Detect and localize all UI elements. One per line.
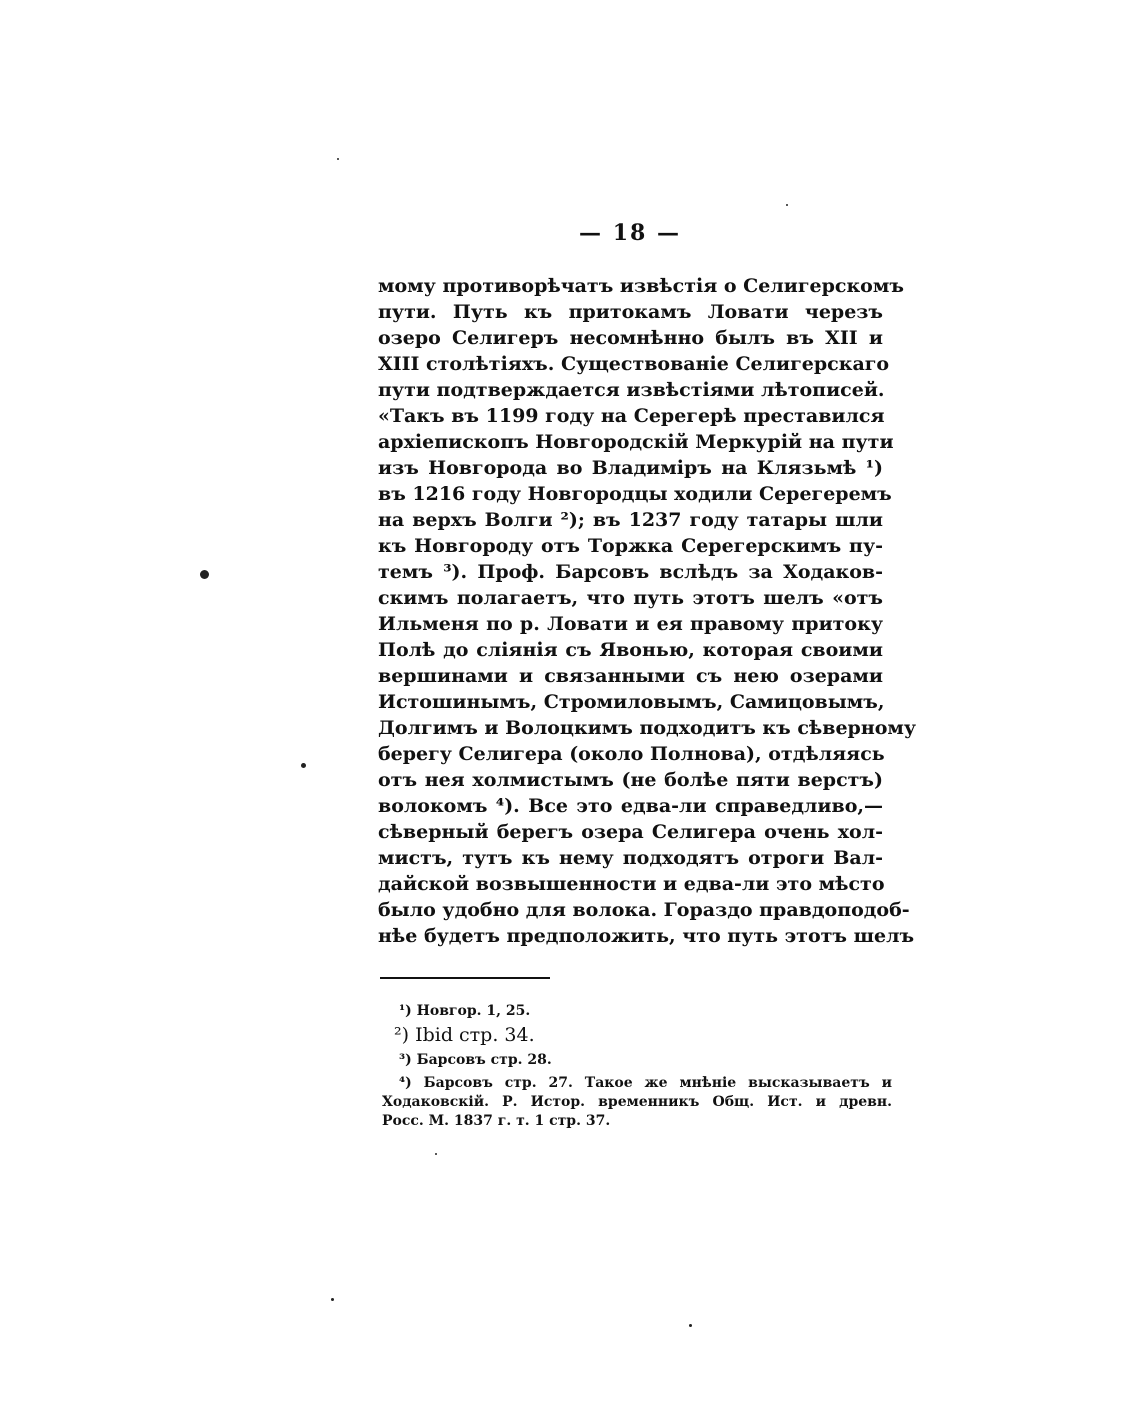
text-line: сѣверный берегъ озера Селигера очень хол-: [378, 821, 883, 843]
scan-speck: [337, 158, 339, 160]
scan-speck: [331, 1298, 334, 1301]
footnote-3: ³) Барсовъ стр. 28.: [399, 1052, 552, 1068]
text-line: отъ нея холмистымъ (не болѣе пяти верстъ): [378, 769, 883, 791]
text-line: нѣе будетъ предположить, что путь этотъ шелъ: [378, 925, 915, 947]
text-line: изъ Новгорода во Владиміръ на Клязьмѣ ¹): [378, 457, 883, 479]
text-line: скимъ полагаетъ, что путь этотъ шелъ «отъ: [378, 587, 883, 609]
text-line: мому противорѣчатъ извѣстія о Селигерскомъ: [378, 275, 904, 297]
page-number: — 18 —: [579, 220, 681, 246]
footnote-2: ²) Ibid стр. 34.: [394, 1024, 535, 1046]
text-line: архіепископъ Новгородскій Меркурій на пути: [378, 431, 894, 453]
footnote-4: [382, 1074, 892, 1131]
scan-speck: [200, 570, 209, 579]
text-line: темъ ³). Проф. Барсовъ вслѣдъ за Ходаков-: [378, 561, 883, 583]
text-line: мистъ, тутъ къ нему подходятъ отроги Вал-: [378, 847, 883, 869]
text-line: озеро Селигеръ несомнѣнно былъ въ XII и: [378, 327, 883, 349]
text-line: вершинами и связанными съ нею озерами: [378, 665, 883, 687]
scan-speck: [786, 204, 788, 206]
text-line: берегу Селигера (около Полнова), отдѣляясь: [378, 743, 885, 765]
footnote-line: Росс. М. 1837 г. т. 1 стр. 37.: [382, 1113, 611, 1129]
text-line: Ильменя по р. Ловати и ея правому притоку: [378, 613, 883, 635]
text-line: «Такъ въ 1199 году на Серегерѣ преставился: [378, 405, 885, 427]
text-line: пути подтверждается извѣстіями лѣтописей.: [378, 379, 885, 401]
text-line: пути. Путь къ притокамъ Ловати черезъ: [378, 301, 883, 323]
footnote-line: Ходаковскій. Р. Истор. временникъ Общ. Ист. и древн.: [382, 1094, 892, 1110]
footnote-line: ⁴) Барсовъ стр. 27. Такое же мнѣніе высказываетъ и: [399, 1075, 892, 1091]
text-line: волокомъ ⁴). Все это едва-ли справедливо,—: [378, 795, 883, 817]
text-line: дайской возвышенности и едва-ли это мѣсто: [378, 873, 885, 895]
text-line: было удобно для волока. Гораздо правдоподоб-: [378, 899, 910, 921]
text-line: на верхъ Волги ²); въ 1237 году татары шли: [378, 509, 883, 531]
scan-speck: [689, 1324, 692, 1327]
main-text: [378, 273, 917, 949]
text-line: въ 1216 году Новгородцы ходили Серегеремъ: [378, 483, 892, 505]
text-line: Истошинымъ, Стромиловымъ, Самицовымъ,: [378, 691, 885, 713]
text-line: XIII столѣтіяхъ. Существованіе Селигерскаго: [378, 353, 890, 375]
text-line: къ Новгороду отъ Торжка Серегерскимъ пу-: [378, 535, 883, 557]
text-line: Долгимъ и Волоцкимъ подходитъ къ сѣверному: [378, 717, 917, 739]
scan-speck: [435, 1153, 437, 1155]
footnote-1: ¹) Новгор. 1, 25.: [399, 1003, 531, 1019]
text-line: Полѣ до сліянія съ Явонью, которая своими: [378, 639, 883, 661]
scan-speck: [301, 763, 306, 768]
footnotes: [382, 1002, 892, 1131]
footnote-separator: [380, 977, 550, 979]
